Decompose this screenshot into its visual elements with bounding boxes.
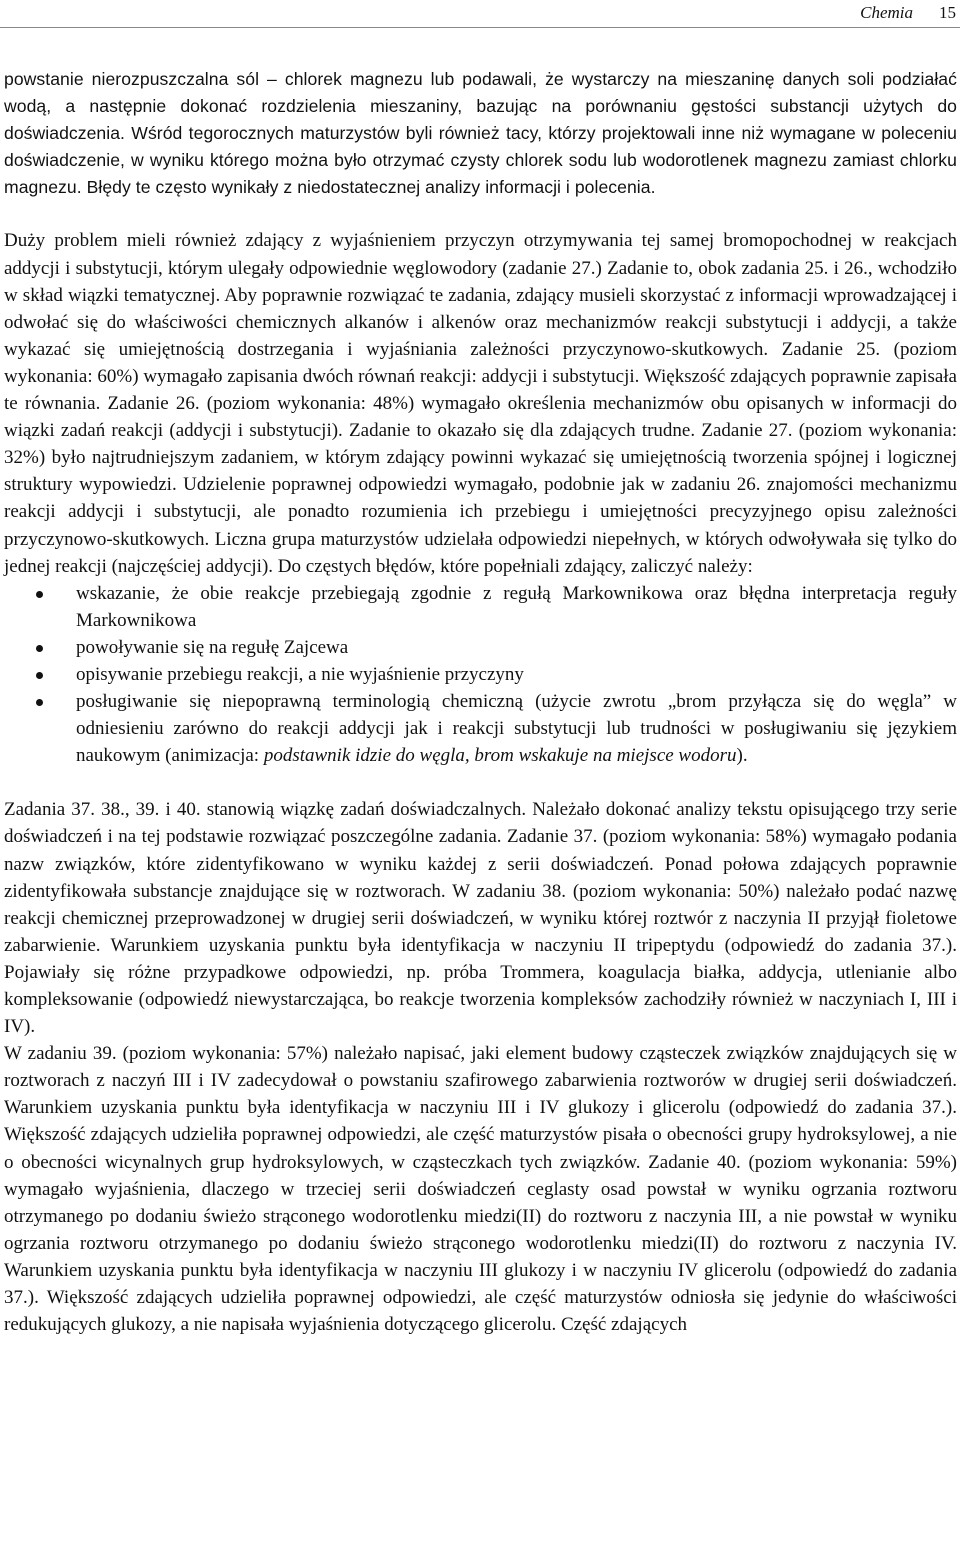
list-item-italic-text: podstawnik idzie do węgla, brom wskakuje na miejsce wodoru	[263, 745, 737, 767]
bullet-icon	[36, 699, 43, 706]
list-item	[4, 661, 957, 688]
document-body	[4, 66, 957, 1338]
error-list	[4, 580, 957, 770]
list-item-text-end: ).	[736, 745, 748, 767]
page-number: 15	[939, 3, 956, 22]
paragraph-spacer	[4, 201, 957, 227]
intro-paragraph: powstanie nierozpuszczalna sól – chlorek magnezu lub podawali, że wystarczy na mieszaninę danych soli podziałać wodą, a następnie dokonać rozdzielenia mieszaniny, bazując na porównaniu gęstości substancji użytych do doświadczenia. Wśród tegorocznych maturzystów byli również tacy, którzy projektowali inne niż wymagane w poleceniu doświadczenie, w wyniku którego można było otrzymać czysty chlorek sodu lub wodorotlenek magnezu zamiast chlorku magnezu. Błędy te często wynikały z niedostatecznej analizy informacji i polecenia.	[4, 69, 957, 198]
list-item-text: opisywanie przebiegu reakcji, a nie wyjaśnienie przyczyny	[76, 663, 524, 685]
bullet-icon	[36, 672, 43, 679]
list-item	[4, 688, 957, 769]
list-item	[4, 634, 957, 661]
running-header	[860, 0, 956, 26]
list-item-text: wskazanie, że obie reakcje przebiegają zgodnie z regułą Markownikowa oraz błędna interpretacja reguły Markownikowa	[76, 582, 957, 631]
list-item-text: powoływanie się na regułę Zajcewa	[76, 636, 349, 658]
bullet-icon	[36, 645, 43, 652]
bullet-icon	[36, 591, 43, 598]
list-item	[4, 580, 957, 634]
paragraph-spacer	[4, 769, 957, 796]
list-item-text: posługiwanie się niepoprawną terminologią chemiczną (użycie zwrotu „brom przyłącza się do węgla” w odniesieniu zarówno do reakcji addycji jak i reakcji substytucji lub trudności w posługiwaniu się językiem naukowym (animizacja:	[76, 691, 957, 767]
problem-paragraph: Duży problem mieli również zdający z wyjaśnieniem przyczyn otrzymywania tej samej bromopochodnej w reakcjach addycji i substytucji, którym ulegały odpowiednie węglowodory (zadanie 27.) Zadanie to, obok zadania 25. i 26., wchodziło w skład wiązki tematycznej. Aby poprawnie rozwiązać te zadania, zdający musieli skorzystać z informacji wprowadzającej i odwołać się do właściwości chemicznych alkanów i alkenów oraz mechanizmów reakcji substytucji i addycji, a także wykazać się umiejętnością dostrzegania i wyjaśniania zależności przyczynowo-skutkowych. Zadanie 25. (poziom wykonania: 60%) wymagało zapisania dwóch równań reakcji: addycji i substytucji. Większość zdających poprawnie zapisała te równania. Zadanie 26. (poziom wykonania: 48%) wymagało określenia mechanizmów obu opisanych w informacji do wiązki zadań reakcji (addycji i substytucji). Zadanie to okazało się dla zdających trudne. Zadanie 27. (poziom wykonania: 32%) było najtrudniejszym zadaniem, w którym zdający powinni wykazać się umiejętnością tworzenia spójnej i logicznej struktury wypowiedzi. Udzielenie poprawnej odpowiedzi wymagało, podobnie jak w zadaniu 26. znajomości mechanizmu reakcji addycji i substytucji, ale ponadto rozumienia ich przebiegu i umiejętności precyzyjnego opisu zależności przyczynowo-skutkowych. Liczna grupa maturzystów udzielała odpowiedzi niepełnych, w których odwoływała się tylko do jednej reakcji (najczęściej addycji). Do częstych błędów, które popełniali zdający, zaliczyć należy:	[4, 230, 957, 577]
exercises-paragraph: Zadania 37. 38., 39. i 40. stanowią wiązkę zadań doświadczalnych. Należało dokonać analizy tekstu opisującego trzy serie doświadczeń i na tej podstawie rozwiązać poszczególne zadania. Zadanie 37. (poziom wykonania: 58%) wymagało podania nazw związków, które zidentyfikowano w wyniku każdej z serii doświadczeń. Ponad połowa zdających poprawnie zidentyfikowała substancje znajdujące się w roztworach. W zadaniu 38. (poziom wykonania: 50%) należało podać nazwę reakcji chemicznej przeprowadzonej w drugiej serii doświadczeń, w wyniku której roztwór z naczynia II przyjął fioletowe zabarwienie. Warunkiem uzyskania punktu była identyfikacja w naczyniu II tripeptydu (odpowiedź do zadania 37.). Pojawiały się różne przypadkowe odpowiedzi, np. próba Trommera, koagulacja białka, addycja, utlenianie albo kompleksowanie (odpowiedź niewystarczająca, bo reakcje tworzenia kompleksów zachodziły również w naczyniach I, III i IV).	[4, 799, 957, 1038]
task39-paragraph: W zadaniu 39. (poziom wykonania: 57%) należało napisać, jaki element budowy cząsteczek związków znajdujących się w roztworach z naczyń III i IV zadecydował o powstaniu szafirowego zabarwienia roztworów w drugiej serii doświadczeń. Warunkiem uzyskania punktu była identyfikacja w naczyniu III i IV glukozy i glicerolu (odpowiedź do zadania 37.). Większość zdających udzieliła poprawnej odpowiedzi, ale część maturzystów pisała o obecności grupy hydroksylowej, a nie o obecności wicynalnych grup hydroksylowych, w cząsteczkach tych związków. Zadanie 40. (poziom wykonania: 59%) wymagało wyjaśnienia, dlaczego w trzeciej serii doświadczeń ceglasty osad powstał w wyniku ogrzania roztworu otrzymanego po dodaniu świeżo strąconego wodorotlenku miedzi(II) do roztworu z naczynia III, a nie powstał w wyniku ogrzania roztworu otrzymanego po dodaniu świeżo strąconego wodorotlenku miedzi(II) do roztworu z naczynia IV. Warunkiem uzyskania punktu była identyfikacja w naczyniu III glukozy i w naczyniu IV glicerolu (odpowiedź do zadania 37.). Większość zdających udzieliła poprawnej odpowiedzi, ale część maturzystów odniosła się jedynie do właściwości redukujących glukozy, a nie napisała wyjaśnienia dotyczącego glicerolu. Część zdających	[4, 1043, 957, 1336]
section-name: Chemia	[860, 3, 913, 22]
header-rule	[0, 27, 960, 28]
